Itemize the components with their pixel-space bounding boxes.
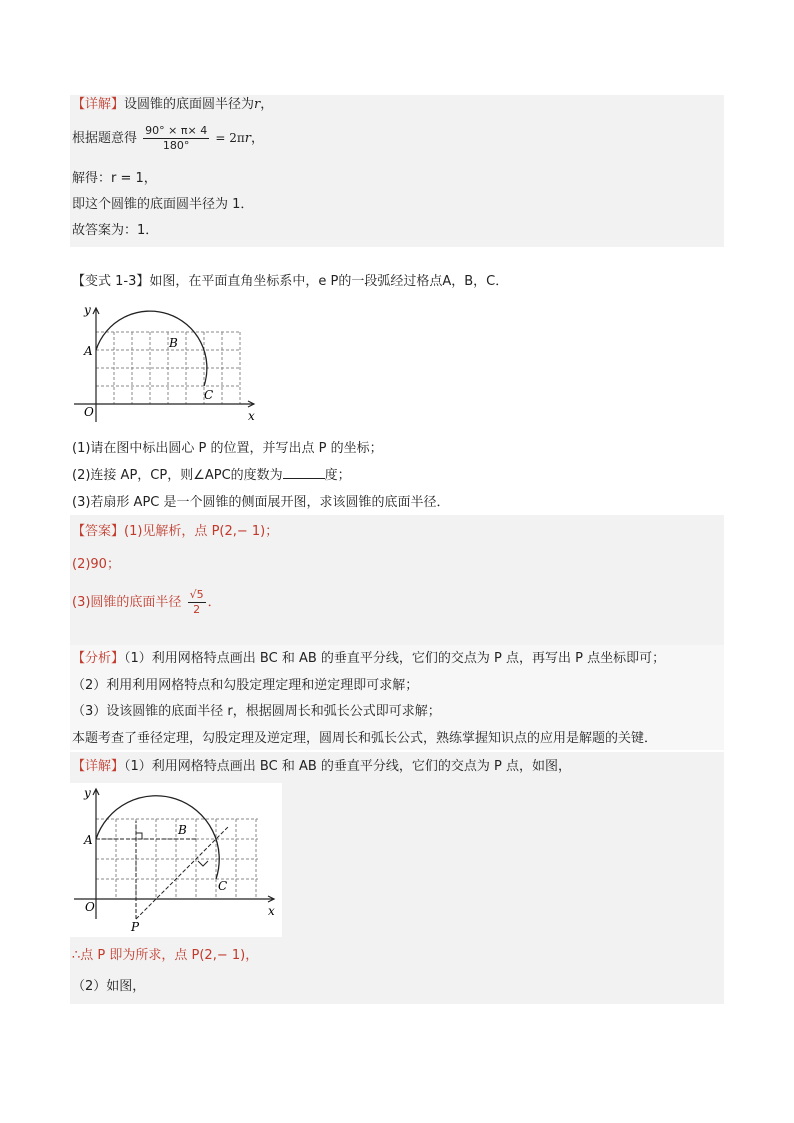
question-1: (1)请在图中标出圆心 P 的位置，并写出点 P 的坐标； bbox=[72, 441, 383, 456]
detail-tag: 【详解】 bbox=[72, 97, 125, 112]
point-a-label: A bbox=[84, 833, 93, 847]
point-a-label: A bbox=[84, 344, 93, 358]
analysis-line2: （2）利用利用网格特点和勾股定理定理和逆定理即可求解； bbox=[72, 678, 419, 693]
answer-tag: 【答案】 bbox=[72, 524, 125, 539]
analysis-line1: 【分析】（1）利用网格特点画出 BC 和 AB 的垂直平分线，它们的交点为 P 点，再写出 P 点坐标即可； bbox=[72, 651, 666, 666]
sqrt-fraction: $\frac{√5}{2}$ bbox=[189, 588, 204, 616]
answer-line1: 【答案】(1)见解析，点 P(2,− 1)； bbox=[72, 524, 279, 539]
detail-tag-2: 【详解】 bbox=[72, 759, 125, 774]
right-angle-mark-1 bbox=[136, 833, 142, 839]
top-solution-line5: 故答案为：1． bbox=[72, 223, 159, 238]
origin-label: O bbox=[84, 405, 94, 419]
answer-line2: (2)90； bbox=[72, 557, 120, 572]
point-c-label: C bbox=[204, 388, 214, 402]
problem-tag: 【变式 1-3】 bbox=[72, 274, 150, 289]
problem-title: 【变式 1-3】如图，在平面直角坐标系中，e P的一段弧经过格点A，B，C． bbox=[72, 274, 509, 289]
point-c-label: C bbox=[218, 879, 228, 893]
point-b-label: B bbox=[169, 336, 178, 350]
point-b-label: B bbox=[178, 823, 187, 837]
grid bbox=[96, 332, 240, 404]
axes bbox=[74, 789, 274, 919]
grid bbox=[96, 819, 258, 899]
axes bbox=[74, 308, 254, 422]
fraction: $\frac{90^\circ \times \pi\times 4}{180^\circ}$ bbox=[145, 124, 208, 152]
detail-line1: 【详解】（1）利用网格特点画出 BC 和 AB 的垂直平分线，它们的交点为 P 点，如图， bbox=[72, 759, 571, 774]
question-2: (2)连接 AP，CP，则∠APC的度数为 度； bbox=[72, 468, 351, 483]
arc bbox=[96, 311, 207, 386]
top-solution-line2: 根据题意得 $\frac{90^\circ \times \pi\times 4}{180^\circ}$ = 2πr， bbox=[72, 124, 264, 152]
answer-line3: (3)圆锥的底面半径 $\frac{√5}{2}$ ． bbox=[72, 588, 221, 616]
figure-arc-grid bbox=[70, 302, 270, 430]
answer-blank bbox=[283, 466, 325, 479]
origin-label: O bbox=[85, 900, 95, 914]
top-solution-line3: 解得：r = 1， bbox=[72, 171, 157, 186]
top-solution-line1: 【详解】设圆锥的底面圆半径为r， bbox=[72, 97, 274, 112]
detail-line3: （2）如图， bbox=[72, 979, 146, 994]
top-solution-panel bbox=[70, 95, 724, 247]
analysis-line4: 本题考查了垂径定理，勾股定理及逆定理，圆周长和弧长公式，熟练掌握知识点的应用是解题的关键． bbox=[72, 731, 658, 746]
top-solution-line4: 即这个圆锥的底面圆半径为 1． bbox=[72, 197, 254, 212]
y-axis-label: y bbox=[84, 303, 91, 317]
figure-perpendicular-bisectors bbox=[70, 783, 282, 937]
x-axis-label: x bbox=[248, 409, 255, 423]
analysis-tag: 【分析】 bbox=[72, 651, 125, 666]
detail-line2: ∴点 P 即为所求，点 P(2,− 1)， bbox=[72, 948, 259, 963]
question-3: (3)若扇形 APC 是一个圆锥的侧面展开图，求该圆锥的底面半径． bbox=[72, 495, 450, 510]
y-axis-label: y bbox=[84, 786, 91, 800]
x-axis-label: x bbox=[268, 904, 275, 918]
analysis-line3: （3）设该圆锥的底面半径 r，根据圆周长和弧长公式即可求解； bbox=[72, 704, 441, 719]
right-angle-mark-2 bbox=[198, 861, 208, 866]
point-p-label: P bbox=[131, 920, 140, 934]
arc bbox=[96, 796, 219, 879]
